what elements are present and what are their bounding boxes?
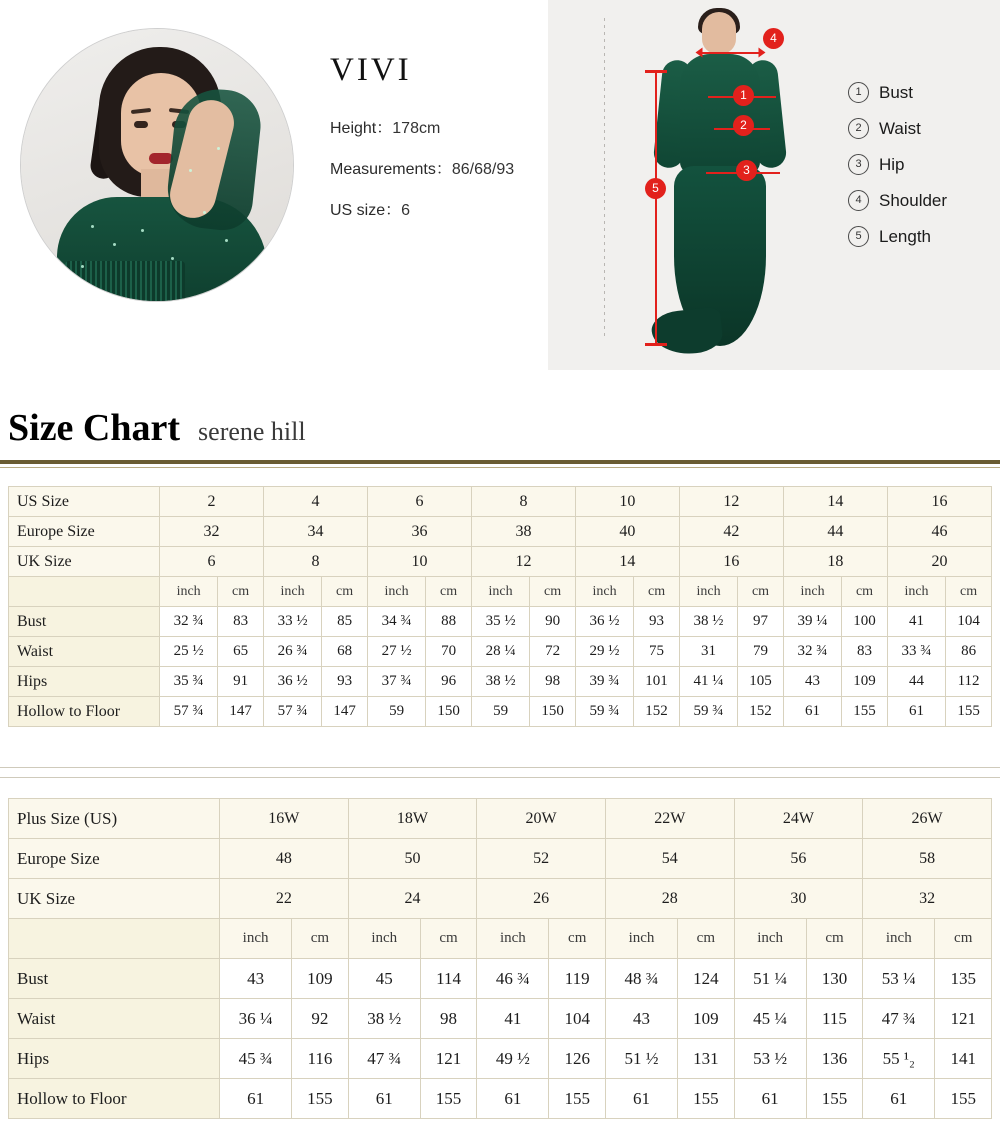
cell-uk-size-5: 16: [679, 547, 783, 577]
plus-unit-cell-11: cm: [935, 919, 992, 959]
waist-cell-13: 83: [842, 637, 888, 667]
plus-hips-cell-0: 45 ¾: [220, 1039, 292, 1079]
htf-cell-3: 147: [322, 697, 368, 727]
unit-cell-5: cm: [426, 577, 472, 607]
htf-cell-12: 61: [783, 697, 841, 727]
bust-cell-12: 39 ¼: [783, 607, 841, 637]
legend-label-shoulder: Shoulder: [879, 190, 948, 210]
hips-cell-8: 39 ¾: [575, 667, 633, 697]
table-row-uk-size: [9, 547, 992, 577]
bust-cell-9: 93: [634, 607, 680, 637]
plus-cell-uk-0: 22: [220, 879, 349, 919]
plus-cell-size-1: 18W: [348, 799, 477, 839]
table-row-units: [9, 577, 992, 607]
plus-bust-cell-4: 46 ¾: [477, 959, 549, 999]
hips-cell-12: 43: [783, 667, 841, 697]
bust-cell-2: 33 ½: [263, 607, 321, 637]
plus-size-table-wrap: [8, 798, 992, 1119]
cell-us-size-6: 14: [783, 487, 887, 517]
cell-us-size-2: 6: [367, 487, 471, 517]
plus-cell-uk-5: 32: [863, 879, 992, 919]
plus-unit-cell-8: inch: [734, 919, 806, 959]
plus-bust-cell-9: 130: [806, 959, 862, 999]
plus-row-label-europe-size: Europe Size: [9, 839, 220, 879]
cell-eu-size-0: 32: [160, 517, 264, 547]
cell-eu-size-1: 34: [263, 517, 367, 547]
plus-cell-uk-3: 28: [605, 879, 734, 919]
hips-cell-11: 105: [738, 667, 784, 697]
table-row-bust: [9, 607, 992, 637]
plus-waist-cell-4: 41: [477, 999, 549, 1039]
bust-cell-7: 90: [530, 607, 576, 637]
bust-cell-1: 83: [218, 607, 264, 637]
unit-cell-0: inch: [160, 577, 218, 607]
legend-label-hip: Hip: [879, 154, 905, 174]
bust-cell-4: 34 ¾: [367, 607, 425, 637]
unit-cell-2: inch: [263, 577, 321, 607]
waist-cell-10: 31: [679, 637, 737, 667]
waist-cell-15: 86: [946, 637, 992, 667]
plus-cell-eu-2: 52: [477, 839, 606, 879]
marker-3-hip: 3: [736, 160, 757, 181]
section-divider-top: [0, 767, 1000, 768]
hips-cell-9: 101: [634, 667, 680, 697]
legend-num-2: 2: [848, 118, 869, 139]
unit-cell-15: cm: [946, 577, 992, 607]
plus-units-blank-cell: [9, 919, 220, 959]
plus-unit-cell-10: inch: [863, 919, 935, 959]
hips-cell-6: 38 ½: [471, 667, 529, 697]
plus-table-row-hollow-to-floor: [9, 1079, 992, 1119]
htf-cell-1: 147: [218, 697, 264, 727]
legend-item-shoulder: [848, 190, 947, 211]
measurement-diagram: [548, 0, 1000, 370]
unit-cell-4: inch: [367, 577, 425, 607]
row-label-waist: Waist: [9, 637, 160, 667]
plus-waist-cell-0: 36 ¼: [220, 999, 292, 1039]
cell-eu-size-2: 36: [367, 517, 471, 547]
unit-cell-6: inch: [471, 577, 529, 607]
cell-uk-size-2: 10: [367, 547, 471, 577]
plus-row-label-hollow-to-floor: Hollow to Floor: [9, 1079, 220, 1119]
cell-eu-size-4: 40: [575, 517, 679, 547]
plus-bust-cell-0: 43: [220, 959, 292, 999]
waist-cell-3: 68: [322, 637, 368, 667]
plus-htf-cell-0: 61: [220, 1079, 292, 1119]
shoulder-measure-line: [698, 52, 762, 54]
plus-bust-cell-3: 114: [420, 959, 476, 999]
hips-cell-14: 44: [887, 667, 945, 697]
plus-unit-cell-5: cm: [549, 919, 605, 959]
table-row-hollow-to-floor: [9, 697, 992, 727]
plus-hips-cell-5: 126: [549, 1039, 605, 1079]
htf-cell-5: 150: [426, 697, 472, 727]
legend-item-bust: [848, 82, 947, 103]
plus-hips-cell-10: 55 ¹₂: [863, 1039, 935, 1079]
plus-cell-size-0: 16W: [220, 799, 349, 839]
cell-us-size-1: 4: [263, 487, 367, 517]
plus-bust-cell-11: 135: [935, 959, 992, 999]
standard-size-table: [8, 486, 992, 727]
plus-bust-cell-8: 51 ¼: [734, 959, 806, 999]
plus-hips-cell-6: 51 ½: [605, 1039, 677, 1079]
plus-hips-cell-3: 121: [420, 1039, 476, 1079]
plus-table-row-units: [9, 919, 992, 959]
legend-label-length: Length: [879, 226, 931, 246]
cell-us-size-4: 10: [575, 487, 679, 517]
plus-cell-uk-1: 24: [348, 879, 477, 919]
row-label-europe-size: Europe Size: [9, 517, 160, 547]
bust-cell-13: 100: [842, 607, 888, 637]
waist-cell-5: 70: [426, 637, 472, 667]
plus-cell-size-5: 26W: [863, 799, 992, 839]
plus-htf-cell-2: 61: [348, 1079, 420, 1119]
table-row-waist: [9, 637, 992, 667]
model-measurements-label: Measurements：: [330, 161, 452, 178]
bust-cell-11: 97: [738, 607, 784, 637]
htf-cell-15: 155: [946, 697, 992, 727]
plus-bust-cell-2: 45: [348, 959, 420, 999]
plus-bust-cell-10: 53 ¼: [863, 959, 935, 999]
cell-uk-size-1: 8: [263, 547, 367, 577]
plus-htf-cell-6: 61: [605, 1079, 677, 1119]
size-chart-heading: [8, 406, 306, 450]
bust-cell-5: 88: [426, 607, 472, 637]
plus-waist-cell-11: 121: [935, 999, 992, 1039]
plus-waist-cell-3: 98: [420, 999, 476, 1039]
plus-unit-cell-2: inch: [348, 919, 420, 959]
cell-uk-size-6: 18: [783, 547, 887, 577]
unit-cell-3: cm: [322, 577, 368, 607]
cell-uk-size-3: 12: [471, 547, 575, 577]
plus-table-row-uk-size: [9, 879, 992, 919]
htf-cell-2: 57 ¾: [263, 697, 321, 727]
unit-cell-13: cm: [842, 577, 888, 607]
plus-htf-cell-8: 61: [734, 1079, 806, 1119]
plus-row-label-plus-size: Plus Size (US): [9, 799, 220, 839]
unit-cell-7: cm: [530, 577, 576, 607]
plus-cell-size-3: 22W: [605, 799, 734, 839]
htf-cell-13: 155: [842, 697, 888, 727]
model-height-value: 178cm: [392, 120, 441, 137]
legend-label-waist: Waist: [879, 118, 921, 138]
plus-unit-cell-0: inch: [220, 919, 292, 959]
model-ussize-label: US size：: [330, 202, 402, 219]
hips-cell-4: 37 ¾: [367, 667, 425, 697]
plus-cell-eu-1: 50: [348, 839, 477, 879]
plus-hips-cell-1: 116: [292, 1039, 348, 1079]
units-blank-cell: [9, 577, 160, 607]
htf-cell-14: 61: [887, 697, 945, 727]
model-name: VIVI: [330, 52, 412, 88]
plus-row-label-bust: Bust: [9, 959, 220, 999]
plus-waist-cell-2: 38 ½: [348, 999, 420, 1039]
waist-cell-0: 25 ½: [160, 637, 218, 667]
legend-num-4: 4: [848, 190, 869, 211]
plus-htf-cell-11: 155: [935, 1079, 992, 1119]
cell-uk-size-7: 20: [887, 547, 991, 577]
waist-cell-2: 26 ¾: [263, 637, 321, 667]
plus-table-row-europe-size: [9, 839, 992, 879]
unit-cell-8: inch: [575, 577, 633, 607]
length-top-tick: [645, 70, 667, 73]
plus-htf-cell-9: 155: [806, 1079, 862, 1119]
legend-item-hip: [848, 154, 947, 175]
plus-waist-cell-6: 43: [605, 999, 677, 1039]
legend-num-3: 3: [848, 154, 869, 175]
marker-1-bust: 1: [733, 85, 754, 106]
hips-cell-7: 98: [530, 667, 576, 697]
hips-cell-0: 35 ¾: [160, 667, 218, 697]
model-photo: [21, 29, 293, 301]
length-measure-line: [655, 72, 657, 344]
cell-us-size-7: 16: [887, 487, 991, 517]
plus-htf-cell-1: 155: [292, 1079, 348, 1119]
cell-eu-size-3: 38: [471, 517, 575, 547]
heading-rule-thick: [0, 460, 1000, 464]
bust-cell-8: 36 ½: [575, 607, 633, 637]
plus-table-row-bust: [9, 959, 992, 999]
table-row-us-size: [9, 487, 992, 517]
plus-row-label-hips: Hips: [9, 1039, 220, 1079]
plus-unit-cell-7: cm: [678, 919, 734, 959]
row-label-hollow-to-floor: Hollow to Floor: [9, 697, 160, 727]
plus-unit-cell-9: cm: [806, 919, 862, 959]
page-title: Size Chart: [8, 407, 181, 449]
plus-waist-cell-10: 47 ¾: [863, 999, 935, 1039]
plus-row-label-waist: Waist: [9, 999, 220, 1039]
plus-htf-cell-10: 61: [863, 1079, 935, 1119]
plus-hips-cell-9: 136: [806, 1039, 862, 1079]
plus-cell-uk-4: 30: [734, 879, 863, 919]
waist-cell-11: 79: [738, 637, 784, 667]
model-photo-circle: [20, 28, 294, 302]
section-divider-bottom: [0, 777, 1000, 778]
hips-cell-13: 109: [842, 667, 888, 697]
plus-bust-cell-6: 48 ¾: [605, 959, 677, 999]
unit-cell-1: cm: [218, 577, 264, 607]
brand-name: serene hill: [198, 417, 306, 446]
plus-cell-eu-3: 54: [605, 839, 734, 879]
htf-cell-0: 57 ¾: [160, 697, 218, 727]
hips-cell-15: 112: [946, 667, 992, 697]
marker-2-waist: 2: [733, 115, 754, 136]
plus-unit-cell-1: cm: [292, 919, 348, 959]
diagram-dotted-guide: [604, 18, 605, 338]
unit-cell-10: inch: [679, 577, 737, 607]
model-height-label: Height：: [330, 120, 393, 137]
htf-cell-11: 152: [738, 697, 784, 727]
waist-cell-9: 75: [634, 637, 680, 667]
plus-cell-size-2: 20W: [477, 799, 606, 839]
table-row-hips: [9, 667, 992, 697]
waist-cell-4: 27 ½: [367, 637, 425, 667]
waist-cell-12: 32 ¾: [783, 637, 841, 667]
plus-waist-cell-8: 45 ¼: [734, 999, 806, 1039]
marker-4-shoulder: 4: [763, 28, 784, 49]
plus-table-row-hips: [9, 1039, 992, 1079]
unit-cell-14: inch: [887, 577, 945, 607]
cell-eu-size-6: 44: [783, 517, 887, 547]
plus-cell-size-4: 24W: [734, 799, 863, 839]
plus-htf-cell-5: 155: [549, 1079, 605, 1119]
header-section: [0, 0, 1000, 382]
cell-eu-size-5: 42: [679, 517, 783, 547]
model-ussize-value: 6: [401, 202, 411, 219]
unit-cell-9: cm: [634, 577, 680, 607]
plus-waist-cell-5: 104: [549, 999, 605, 1039]
plus-htf-cell-3: 155: [420, 1079, 476, 1119]
plus-hips-cell-11: 141: [935, 1039, 992, 1079]
plus-htf-cell-7: 155: [678, 1079, 734, 1119]
bust-cell-6: 35 ½: [471, 607, 529, 637]
shoulder-arrow-left: [696, 48, 703, 58]
plus-unit-cell-3: cm: [420, 919, 476, 959]
table-row-europe-size: [9, 517, 992, 547]
plus-cell-uk-2: 26: [477, 879, 606, 919]
plus-unit-cell-6: inch: [605, 919, 677, 959]
cell-us-size-3: 8: [471, 487, 575, 517]
bust-cell-0: 32 ¾: [160, 607, 218, 637]
hips-cell-2: 36 ½: [263, 667, 321, 697]
unit-cell-12: inch: [783, 577, 841, 607]
plus-bust-cell-1: 109: [292, 959, 348, 999]
shoulder-arrow-right: [759, 48, 766, 58]
unit-cell-11: cm: [738, 577, 784, 607]
length-bottom-tick: [645, 343, 667, 346]
htf-cell-4: 59: [367, 697, 425, 727]
model-measurements-value: 86/68/93: [451, 161, 515, 178]
bust-cell-15: 104: [946, 607, 992, 637]
waist-cell-1: 65: [218, 637, 264, 667]
legend-num-1: 1: [848, 82, 869, 103]
hips-cell-1: 91: [218, 667, 264, 697]
cell-us-size-5: 12: [679, 487, 783, 517]
waist-cell-7: 72: [530, 637, 576, 667]
htf-cell-6: 59: [471, 697, 529, 727]
legend-label-bust: Bust: [879, 82, 914, 102]
plus-waist-cell-1: 92: [292, 999, 348, 1039]
htf-cell-10: 59 ¾: [679, 697, 737, 727]
row-label-hips: Hips: [9, 667, 160, 697]
row-label-bust: Bust: [9, 607, 160, 637]
row-label-uk-size: UK Size: [9, 547, 160, 577]
plus-table-row-plus-size: [9, 799, 992, 839]
bust-cell-14: 41: [887, 607, 945, 637]
plus-hips-cell-7: 131: [678, 1039, 734, 1079]
htf-cell-7: 150: [530, 697, 576, 727]
plus-hips-cell-2: 47 ¾: [348, 1039, 420, 1079]
htf-cell-8: 59 ¾: [575, 697, 633, 727]
hips-cell-10: 41 ¼: [679, 667, 737, 697]
legend-item-waist: [848, 118, 947, 139]
cell-uk-size-0: 6: [160, 547, 264, 577]
waist-cell-6: 28 ¼: [471, 637, 529, 667]
legend-num-5: 5: [848, 226, 869, 247]
hips-cell-5: 96: [426, 667, 472, 697]
plus-bust-cell-7: 124: [678, 959, 734, 999]
plus-waist-cell-9: 115: [806, 999, 862, 1039]
plus-htf-cell-4: 61: [477, 1079, 549, 1119]
plus-hips-cell-4: 49 ½: [477, 1039, 549, 1079]
cell-uk-size-4: 14: [575, 547, 679, 577]
hips-cell-3: 93: [322, 667, 368, 697]
plus-size-table: [8, 798, 992, 1119]
standard-size-table-wrap: [8, 486, 992, 727]
marker-5-length: 5: [645, 178, 666, 199]
legend-item-length: [848, 226, 947, 247]
plus-row-label-uk-size: UK Size: [9, 879, 220, 919]
heading-rule-thin: [0, 467, 1000, 468]
plus-table-row-waist: [9, 999, 992, 1039]
waist-cell-8: 29 ½: [575, 637, 633, 667]
row-label-us-size: US Size: [9, 487, 160, 517]
cell-us-size-0: 2: [160, 487, 264, 517]
plus-waist-cell-7: 109: [678, 999, 734, 1039]
plus-cell-eu-5: 58: [863, 839, 992, 879]
dress-figure-illustration: [644, 10, 794, 360]
plus-hips-cell-8: 53 ½: [734, 1039, 806, 1079]
plus-bust-cell-5: 119: [549, 959, 605, 999]
htf-cell-9: 152: [634, 697, 680, 727]
plus-cell-eu-4: 56: [734, 839, 863, 879]
waist-cell-14: 33 ¾: [887, 637, 945, 667]
bust-cell-3: 85: [322, 607, 368, 637]
plus-cell-eu-0: 48: [220, 839, 349, 879]
bust-cell-10: 38 ½: [679, 607, 737, 637]
plus-unit-cell-4: inch: [477, 919, 549, 959]
measurement-legend: [848, 82, 947, 262]
cell-eu-size-7: 46: [887, 517, 991, 547]
